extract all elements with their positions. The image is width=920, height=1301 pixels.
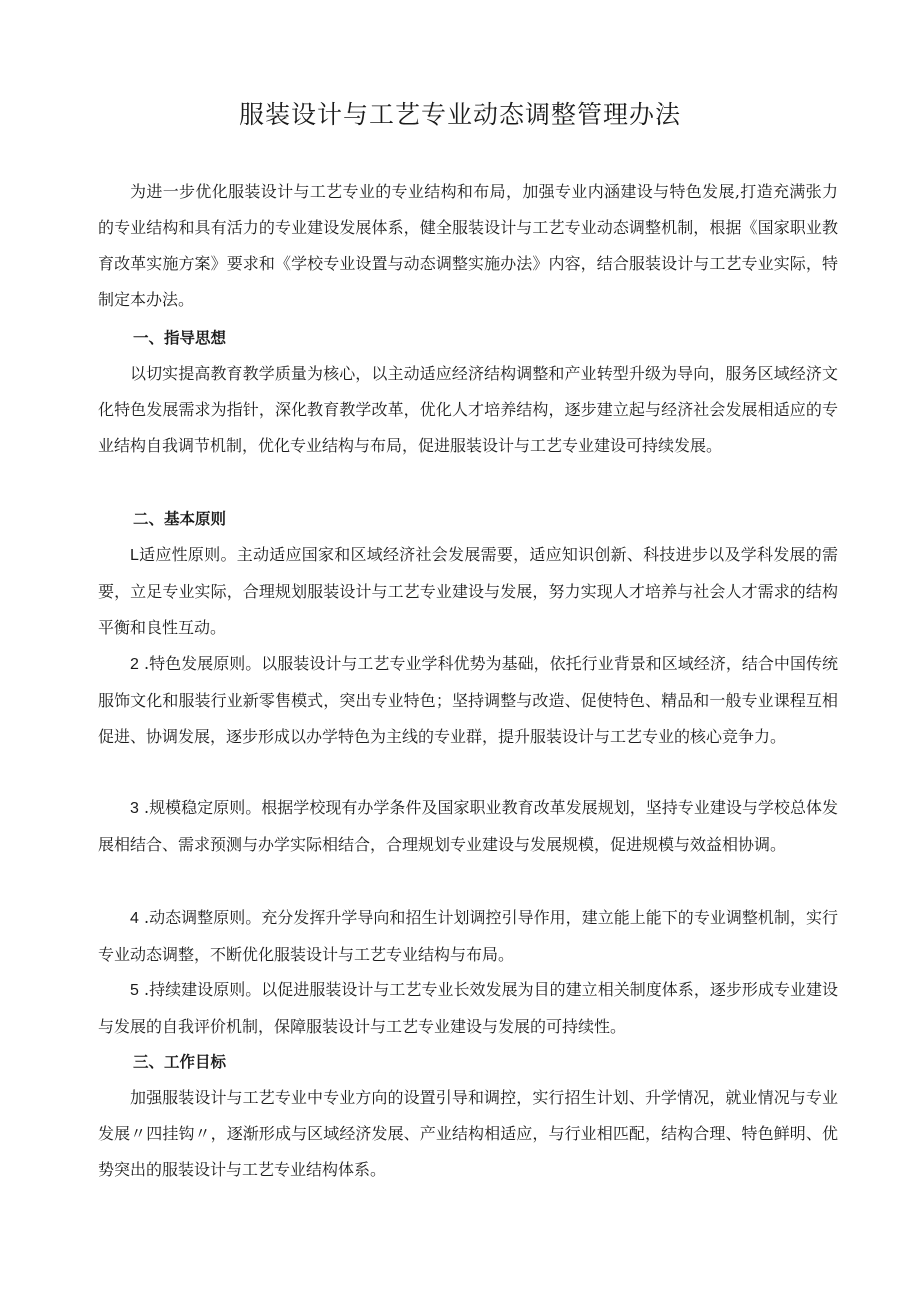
principle-number: 5 — [130, 982, 139, 999]
principle-number: 3 — [130, 800, 139, 817]
principle-text: .动态调整原则。充分发挥升学导向和招生计划调控引导作用，建立能上能下的专业调整机制，实行专业动态调整，不断优化服装设计与工艺专业结构与布局。 — [98, 908, 838, 964]
principle-number: 2 — [130, 656, 139, 673]
principle-item-3 — [98, 790, 838, 863]
intro-paragraph: 为进一步优化服装设计与工艺专业的专业结构和布局，加强专业内涵建设与特色发展,打造充满张力的专业结构和具有活力的专业建设发展体系，健全服装设计与工艺专业动态调整机制，根据《国家职业教育改革实施方案》要求和《学校专业设置与动态调整实施办法》内容，结合服装设计与工艺专业实际，特制定本办法。 — [98, 182, 838, 309]
section-heading-basic-principles: 二、基本原则 — [133, 510, 227, 528]
guiding-ideology-paragraph: 以切实提高教育教学质量为核心，以主动适应经济结构调整和产业转型升级为导向，服务区域经济文化特色发展需求为指针，深化教育教学改革，优化人才培养结构，逐步建立起与经济社会发展相适应的专业结构自我调节机制，优化专业结构与布局，促进服装设计与工艺专业建设可持续发展。 — [98, 364, 838, 455]
principle-item-5 — [98, 972, 838, 1045]
principle-item-4 — [98, 900, 838, 973]
principle-item-1 — [98, 537, 838, 646]
principle-text: .规模稳定原则。根据学校现有办学条件及国家职业教育改革发展规划，坚持专业建设与学校总体发展相结合、需求预测与办学实际相结合，合理规划专业建设与发展规模，促进规模与效益相协调。 — [98, 798, 838, 854]
section-heading-guiding-ideology: 一、指导思想 — [133, 329, 227, 347]
work-goals-paragraph: 加强服装设计与工艺专业中专业方向的设置引导和调控，实行招生计划、升学情况，就业情况与专业发展〃四挂钩〃，逐渐形成与区域经济发展、产业结构相适应，与行业相匹配，结构合理、特色鲜明、优势突出的服装设计与工艺专业结构体系。 — [98, 1088, 838, 1179]
principle-text: 适应性原则。主动适应国家和区域经济社会发展需要，适应知识创新、科技进步以及学科发展的需要，立足专业实际，合理规划服装设计与工艺专业建设与发展，努力实现人才培养与社会人才需求的结构平衡和良性互动。 — [98, 545, 838, 637]
section-heading-work-goals: 三、工作目标 — [133, 1053, 227, 1071]
principle-item-2 — [98, 646, 838, 755]
principle-number: 4 — [130, 910, 139, 927]
principle-text: .持续建设原则。以促进服装设计与工艺专业长效发展为目的建立相关制度体系，逐步形成专业建设与发展的自我评价机制，保障服装设计与工艺专业建设与发展的可持续性。 — [98, 980, 838, 1036]
principle-number: L — [130, 547, 139, 564]
document-title: 服装设计与工艺专业动态调整管理办法 — [238, 100, 681, 129]
principle-text: .特色发展原则。以服装设计与工艺专业学科优势为基础，依托行业背景和区域经济，结合中国传统服饰文化和服装行业新零售模式，突出专业特色；坚持调整与改造、促使特色、精品和一般专业课程互相促进、协调发展，逐步形成以办学特色为主线的专业群，提升服装设计与工艺专业的核心竞争力。 — [98, 654, 838, 746]
